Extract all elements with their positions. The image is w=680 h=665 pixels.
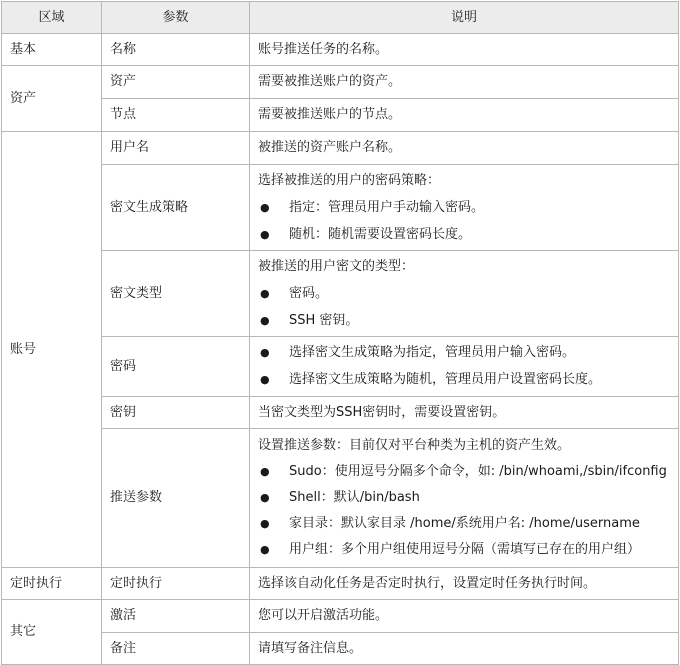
param-push: 推送参数: [102, 429, 250, 568]
region-account: 账号: [2, 132, 102, 568]
param-node: 节点: [102, 99, 250, 132]
bullet-icon: ●: [260, 373, 270, 386]
list-item: ● 密码。: [258, 284, 670, 304]
list-item: ● 选择密文生成策略为随机，管理员用户设置密码长度。: [258, 370, 670, 390]
bullet-icon: ●: [260, 313, 270, 327]
list-item: ● 随机：随机需要设置密码长度。: [258, 225, 670, 245]
desc-schedule: 选择该自动化任务是否定时执行，设置定时任务执行时间。: [250, 568, 679, 600]
list-item: ● 指定：管理员用户手动输入密码。: [258, 198, 670, 218]
header-param: 参数: [102, 2, 250, 34]
header-region: 区域: [2, 2, 102, 34]
param-key: 密钥: [102, 397, 250, 429]
table-row: [2, 337, 679, 397]
table-row: [2, 34, 679, 66]
table-row: [2, 66, 679, 99]
bullet-icon: ●: [260, 543, 270, 556]
bullet-icon: ●: [260, 346, 270, 359]
bullet-icon: ●: [260, 491, 270, 504]
desc-secret-type: [250, 251, 679, 337]
region-basic: 基本: [2, 34, 102, 66]
param-activate: 激活: [102, 600, 250, 633]
strategy-intro: 选择被推送的用户的密码策略：: [258, 172, 441, 188]
desc-activate: 您可以开启激活功能。: [250, 600, 679, 633]
list-item: ● SSH 密钥。: [258, 311, 670, 331]
table-row: [2, 397, 679, 429]
bullet-icon: ●: [260, 517, 270, 530]
param-username: 用户名: [102, 132, 250, 165]
table-row: [2, 165, 679, 251]
param-remark: 备注: [102, 633, 250, 665]
desc-key: 当密文类型为SSH密钥时，需要设置密钥。: [250, 397, 679, 429]
bullet-icon: ●: [260, 227, 270, 241]
desc-username: 被推送的资产账户名称。: [250, 132, 679, 165]
desc-asset: 需要被推送账户的资产。: [250, 66, 679, 99]
desc-strategy: [250, 165, 679, 251]
param-password: 密码: [102, 337, 250, 397]
header-desc: 说明: [250, 2, 679, 34]
table-row: [2, 132, 679, 165]
list-item: ● Sudo：使用逗号分隔多个命令，如: /bin/whoami,/sbin/ifconfig: [258, 462, 670, 482]
bullet-icon: ●: [260, 200, 270, 214]
table-row: [2, 600, 679, 633]
desc-remark: 请填写备注信息。: [250, 633, 679, 665]
table-row: [2, 99, 679, 132]
param-secret-type: 密文类型: [102, 251, 250, 337]
table-row: [2, 633, 679, 665]
list-item: ● 选择密文生成策略为指定，管理员用户输入密码。: [258, 343, 670, 363]
table-header-row: [2, 2, 679, 34]
list-item: ● Shell：默认/bin/bash: [258, 488, 670, 508]
region-schedule: 定时执行: [2, 568, 102, 600]
desc-password: [250, 337, 679, 397]
list-item: ● 家目录：默认家目录 /home/系统用户名: /home/username: [258, 514, 670, 534]
bullet-icon: ●: [260, 286, 270, 300]
region-asset: 资产: [2, 66, 102, 132]
secret-type-intro: 被推送的用户密文的类型：: [258, 258, 415, 274]
table-row: [2, 568, 679, 600]
param-name: 名称: [102, 34, 250, 66]
param-strategy: 密文生成策略: [102, 165, 250, 251]
table-row: [2, 251, 679, 337]
bullet-icon: ●: [260, 465, 270, 478]
desc-push: [250, 429, 679, 568]
region-other: 其它: [2, 600, 102, 665]
param-asset: 资产: [102, 66, 250, 99]
desc-name: 账号推送任务的名称。: [250, 34, 679, 66]
push-intro: 设置推送参数：目前仅对平台种类为主机的资产生效。: [258, 438, 571, 453]
table-row: [2, 429, 679, 568]
parameter-table: [1, 1, 679, 665]
desc-node: 需要被推送账户的节点。: [250, 99, 679, 132]
param-schedule: 定时执行: [102, 568, 250, 600]
list-item: ● 用户组：多个用户组使用逗号分隔（需填写已存在的用户组）: [258, 540, 670, 560]
